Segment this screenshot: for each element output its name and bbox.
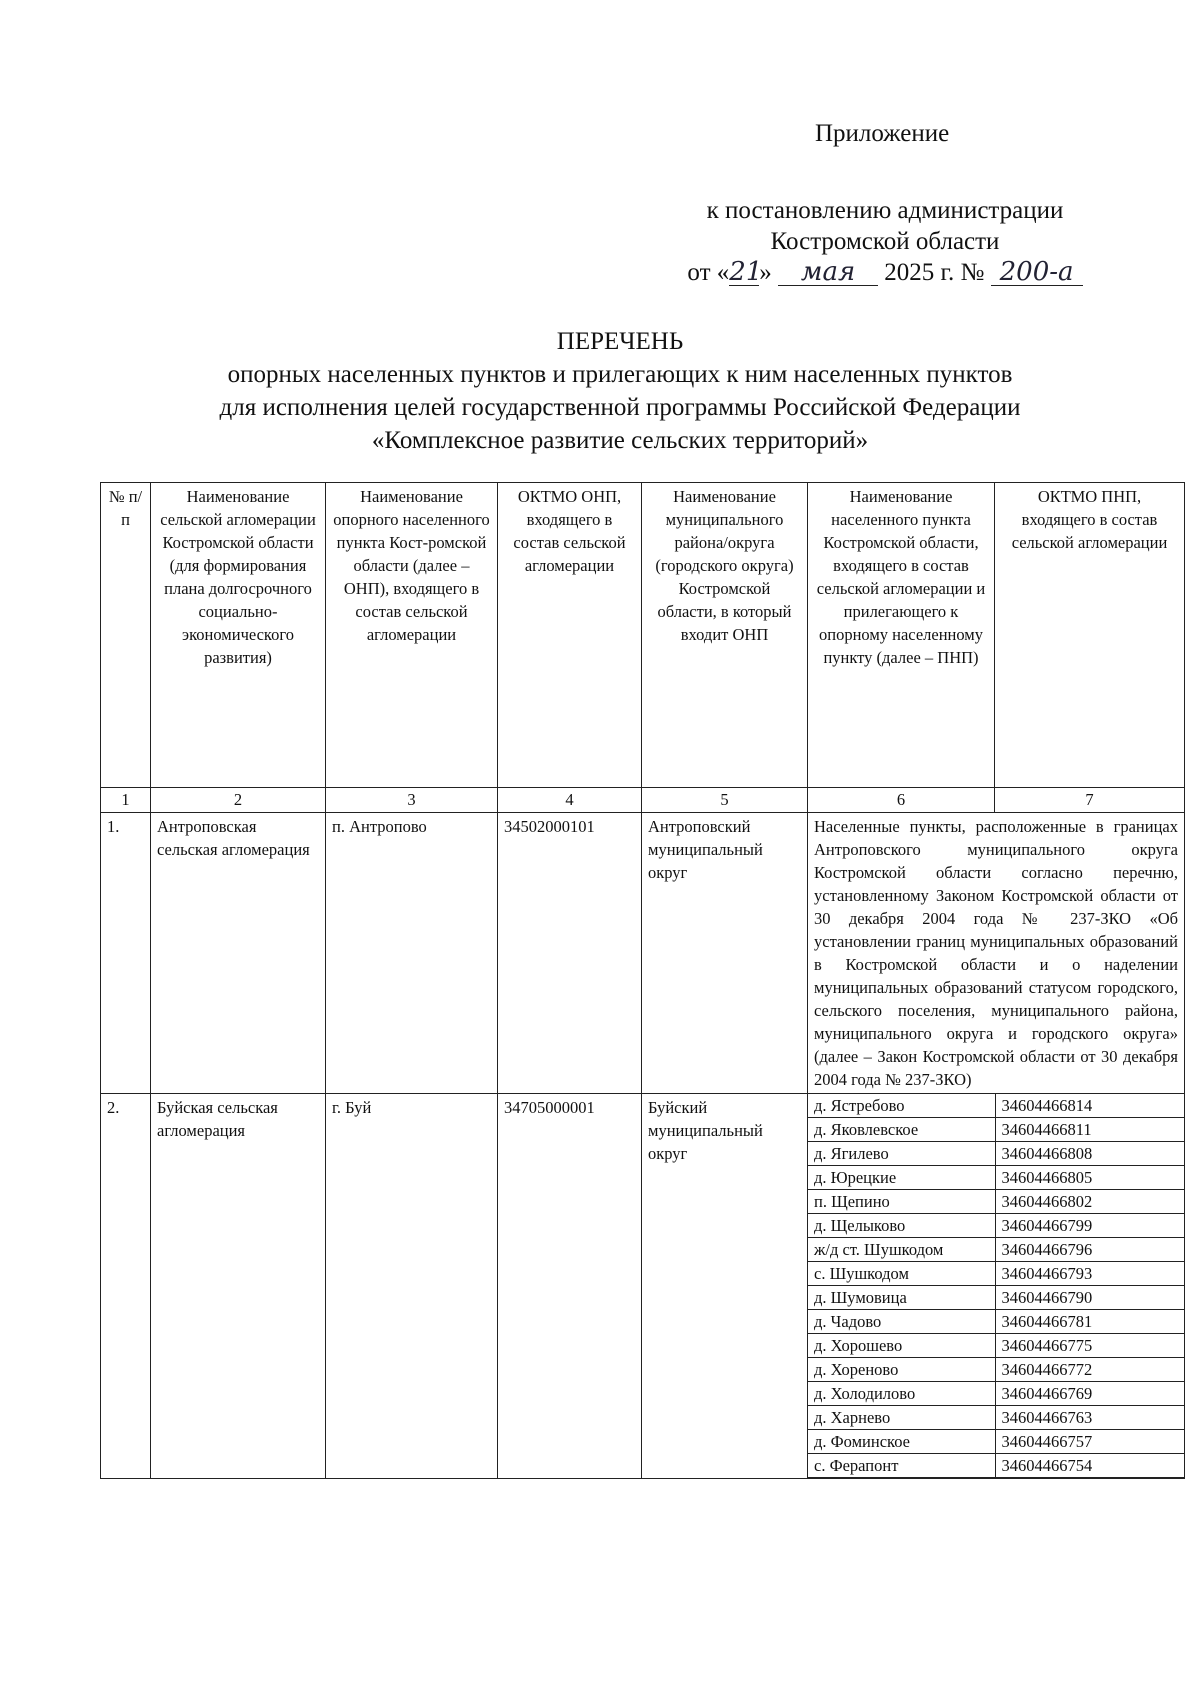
pnp-row (808, 1214, 1185, 1238)
row-number: 2. (101, 1094, 151, 1479)
pnp-description: Населенные пункты, расположенные в границах Антроповского муниципального округа Костромской области согласно перечню, установленному Законом Костромской области от 30 декабря 2004 года № 237-ЗКО «Об установлении границ муниципальных образований в Костромской области и о наделении муниципальных образований статусом городского, сельского поселения, муниципального района, муниципального округа и городского округа» (далее – Закон Костромской области от 30 декабря 2004 года № 237-ЗКО) (808, 813, 1185, 1094)
col-header-pnp: Наименование населенного пункта Костромской области, входящего в состав сельской агломерации и прилегающего к опорному населенному пункту (далее – ПНП) (808, 483, 995, 788)
onp-oktmo: 34705000001 (498, 1094, 642, 1479)
pnp-oktmo: 34604466769 (995, 1382, 1185, 1406)
title-heading: ПЕРЕЧЕНЬ (556, 328, 684, 355)
pnp-name: д. Яковлевское (808, 1118, 995, 1142)
table-row (101, 1094, 1185, 1479)
pnp-name: д. Холодилово (808, 1382, 995, 1406)
agglomeration-name: Антроповская сельская агломерация (151, 813, 326, 1094)
resolution-date-line (600, 257, 1170, 288)
col-header-district: Наименование муниципального района/округа (городского округа) Костромской области, в который входит ОНП (642, 483, 808, 788)
onp-name: г. Буй (326, 1094, 498, 1479)
pnp-row (808, 1190, 1185, 1214)
settlements-table (100, 482, 1185, 1479)
pnp-name: д. Щелыково (808, 1214, 995, 1238)
document-title (100, 325, 1140, 457)
pnp-oktmo: 34604466811 (995, 1118, 1185, 1142)
pnp-oktmo: 34604466772 (995, 1358, 1185, 1382)
pnp-name: д. Юрецкие (808, 1166, 995, 1190)
col-header-oktmo-onp: ОКТМО ОНП, входящего в состав сельской агломерации (498, 483, 642, 788)
pnp-row (808, 1142, 1185, 1166)
pnp-name: д. Харнево (808, 1406, 995, 1430)
onp-oktmo: 34502000101 (498, 813, 642, 1094)
pnp-oktmo: 34604466790 (995, 1286, 1185, 1310)
pnp-name: ж/д ст. Шушкодом (808, 1238, 995, 1262)
resolution-reference (600, 195, 1170, 288)
column-number: 6 (808, 788, 995, 813)
pnp-oktmo: 34604466775 (995, 1334, 1185, 1358)
pnp-row (808, 1166, 1185, 1190)
pnp-row (808, 1382, 1185, 1406)
pnp-row (808, 1406, 1185, 1430)
title-line-1: опорных населенных пунктов и прилегающих к ним населенных пунктов (227, 361, 1013, 388)
pnp-row (808, 1430, 1185, 1454)
pnp-name: д. Хореново (808, 1358, 995, 1382)
pnp-oktmo: 34604466799 (995, 1214, 1185, 1238)
appendix-label: Приложение (815, 120, 950, 147)
pnp-oktmo: 34604466781 (995, 1310, 1185, 1334)
pnp-oktmo: 34604466793 (995, 1262, 1185, 1286)
title-line-3: «Комплексное развитие сельских территорий» (371, 427, 869, 454)
pnp-name: д. Фоминское (808, 1430, 995, 1454)
pnp-name: д. Чадово (808, 1310, 995, 1334)
pnp-name: с. Ферапонт (808, 1454, 995, 1478)
column-number: 7 (995, 788, 1185, 813)
resolution-line-2: Костромской области (770, 228, 1000, 255)
col-header-oktmo-pnp: ОКТМО ПНП, входящего в состав сельской агломерации (995, 483, 1185, 788)
pnp-row (808, 1358, 1185, 1382)
pnp-oktmo: 34604466805 (995, 1166, 1185, 1190)
agglomeration-name: Буйская сельская агломерация (151, 1094, 326, 1479)
pnp-oktmo: 34604466802 (995, 1190, 1185, 1214)
pnp-name: д. Хорошево (808, 1334, 995, 1358)
column-numbers-row (101, 788, 1185, 813)
title-line-2: для исполнения целей государственной программы Российской Федерации (219, 394, 1021, 421)
date-prefix: от « (687, 259, 730, 286)
table-row (101, 813, 1185, 1094)
handwritten-day: 21 (729, 257, 763, 287)
table-header-row (101, 483, 1185, 788)
column-number: 1 (101, 788, 151, 813)
pnp-row (808, 1094, 1185, 1118)
pnp-oktmo: 34604466808 (995, 1142, 1185, 1166)
column-number: 4 (498, 788, 642, 813)
district-name: Буйский муниципальный округ (642, 1094, 808, 1479)
pnp-row (808, 1334, 1185, 1358)
column-number: 5 (642, 788, 808, 813)
pnp-oktmo: 34604466757 (995, 1430, 1185, 1454)
pnp-row (808, 1310, 1185, 1334)
pnp-row (808, 1454, 1185, 1478)
column-number: 2 (151, 788, 326, 813)
handwritten-month: мая (778, 259, 878, 286)
pnp-oktmo: 34604466814 (995, 1094, 1185, 1118)
pnp-row (808, 1238, 1185, 1262)
resolution-line-1: к постановлению администрации (706, 197, 1064, 224)
date-mid: » (759, 259, 772, 286)
col-header-agglomeration: Наименование сельской агломерации Костромской области (для формирования плана долгосрочного социально-экономического развития) (151, 483, 326, 788)
pnp-name: д. Ягилево (808, 1142, 995, 1166)
pnp-oktmo: 34604466763 (995, 1406, 1185, 1430)
col-header-onp: Наименование опорного населенного пункта Кост-ромской области (далее – ОНП), входящего в состав сельской агломерации (326, 483, 498, 788)
pnp-name: д. Ястребово (808, 1094, 995, 1118)
pnp-row (808, 1118, 1185, 1142)
pnp-oktmo: 34604466754 (995, 1454, 1185, 1478)
row-number: 1. (101, 813, 151, 1094)
onp-name: п. Антропово (326, 813, 498, 1094)
pnp-name: д. Шумовица (808, 1286, 995, 1310)
pnp-list-cell (808, 1094, 1185, 1479)
pnp-row (808, 1286, 1185, 1310)
district-name: Антроповский муниципальный округ (642, 813, 808, 1094)
column-number: 3 (326, 788, 498, 813)
pnp-oktmo: 34604466796 (995, 1238, 1185, 1262)
handwritten-number: 200-а (991, 259, 1083, 286)
pnp-name: п. Щепино (808, 1190, 995, 1214)
pnp-name: с. Шушкодом (808, 1262, 995, 1286)
date-year: 2025 г. № (884, 259, 985, 286)
pnp-list (808, 1094, 1185, 1478)
pnp-row (808, 1262, 1185, 1286)
col-header-number: № п/п (101, 483, 151, 788)
